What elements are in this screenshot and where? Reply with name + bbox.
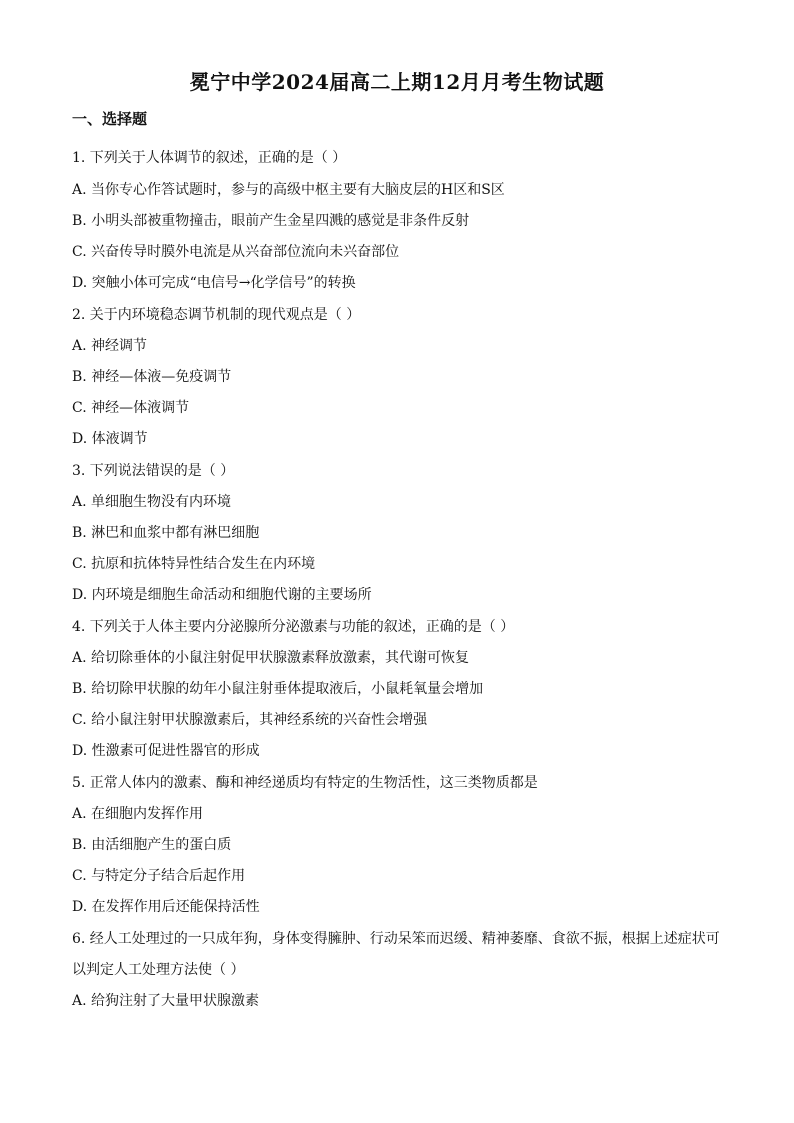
question-5-option-b: B. 由活细胞产生的蛋白质 <box>72 837 232 853</box>
question-1-option-c: C. 兴奋传导时膜外电流是从兴奋部位流向未兴奋部位 <box>72 244 400 260</box>
question-3-stem: 3. 下列说法错误的是（ ） <box>72 463 235 479</box>
question-3-option-b: B. 淋巴和血浆中都有淋巴细胞 <box>72 525 260 541</box>
question-4-stem: 4. 下列关于人体主要内分泌腺所分泌激素与功能的叙述，正确的是（ ） <box>72 619 515 635</box>
question-1-option-d: D. 突触小体可完成“电信号→化学信号”的转换 <box>72 275 356 291</box>
question-3-option-d: D. 内环境是细胞生命活动和细胞代谢的主要场所 <box>72 587 372 603</box>
question-5-option-a: A. 在细胞内发挥作用 <box>72 806 204 822</box>
question-3-option-c: C. 抗原和抗体特异性结合发生在内环境 <box>72 556 316 572</box>
question-5-stem: 5. 正常人体内的激素、酶和神经递质均有特定的生物活性，这三类物质都是 <box>72 775 538 791</box>
question-2-option-b: B. 神经—体液—免疫调节 <box>72 369 232 385</box>
question-2-option-a: A. 神经调节 <box>72 338 148 354</box>
question-5-option-c: C. 与特定分子结合后起作用 <box>72 868 246 884</box>
question-2-option-c: C. 神经—体液调节 <box>72 400 190 416</box>
question-4-option-a: A. 给切除垂体的小鼠注射促甲状腺激素释放激素，其代谢可恢复 <box>72 650 470 666</box>
section-heading: 一、选择题 <box>72 110 148 128</box>
question-6-stem-line-1: 6. 经人工处理过的一只成年狗，身体变得臃肿、行动呆笨而迟缓、精神萎靡、食欲不振，根据上述症状可 <box>72 931 720 947</box>
question-6-stem-line-2: 以判定人工处理方法使（ ） <box>72 962 245 978</box>
question-4-option-b: B. 给切除甲状腺的幼年小鼠注射垂体提取液后，小鼠耗氧量会增加 <box>72 681 484 697</box>
question-4-option-d: D. 性激素可促进性器官的形成 <box>72 743 260 759</box>
question-4-option-c: C. 给小鼠注射甲状腺激素后，其神经系统的兴奋性会增强 <box>72 712 428 728</box>
question-1-option-b: B. 小明头部被重物撞击，眼前产生金星四溅的感觉是非条件反射 <box>72 213 470 229</box>
question-5-option-d: D. 在发挥作用后还能保持活性 <box>72 899 260 915</box>
question-1-stem: 1. 下列关于人体调节的叙述，正确的是（ ） <box>72 150 347 166</box>
question-6-option-a: A. 给狗注射了大量甲状腺激素 <box>72 993 260 1009</box>
question-1-option-a: A. 当你专心作答试题时，参与的高级中枢主要有大脑皮层的H区和S区 <box>72 182 505 198</box>
question-2-stem: 2. 关于内环境稳态调节机制的现代观点是（ ） <box>72 307 361 323</box>
question-3-option-a: A. 单细胞生物没有内环境 <box>72 494 232 510</box>
question-2-option-d: D. 体液调节 <box>72 431 148 447</box>
page-title: 冕宁中学2024届高二上期12月月考生物试题 <box>189 70 605 94</box>
